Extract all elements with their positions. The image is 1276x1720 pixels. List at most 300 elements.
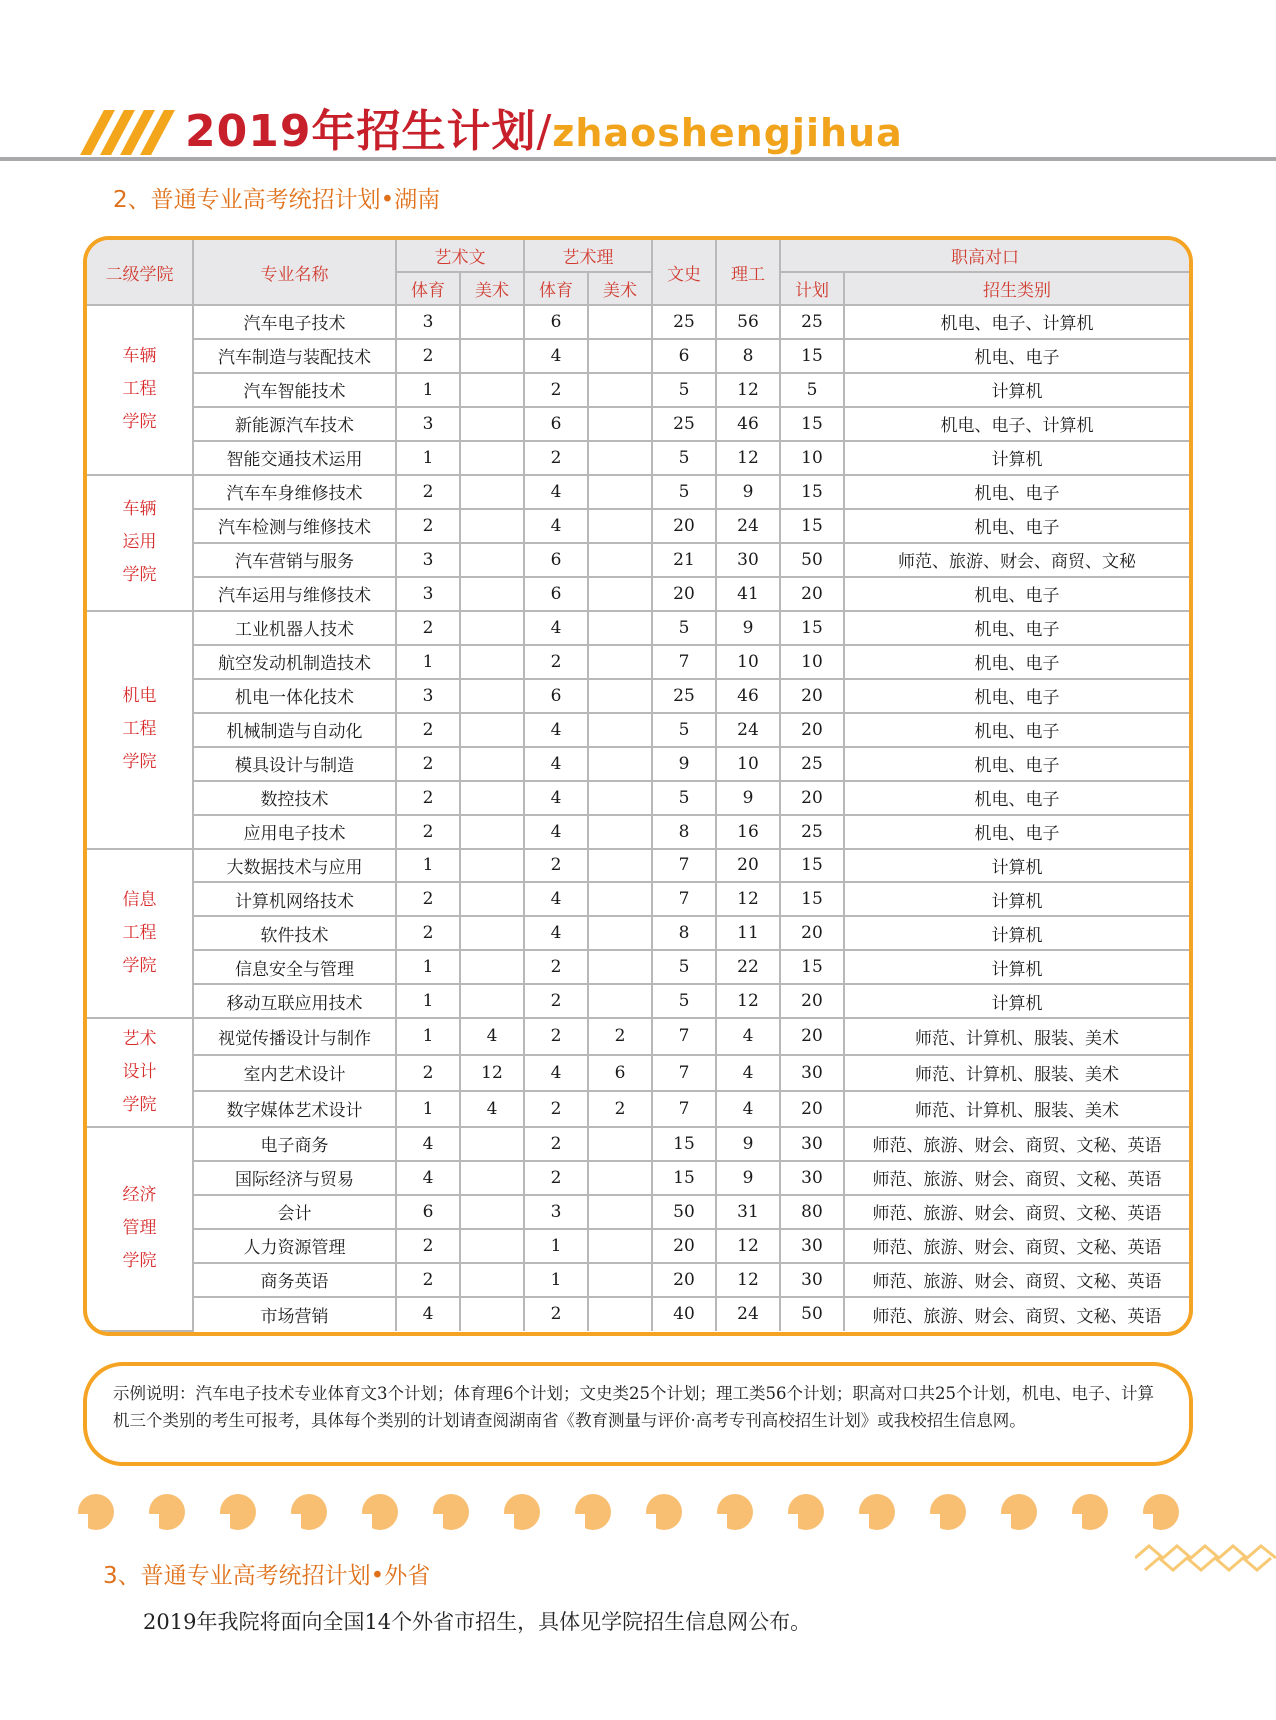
art-arts-pe: 2 — [396, 475, 460, 509]
vocational-category: 师范、计算机、服装、美术 — [844, 1055, 1189, 1091]
sci-count: 9 — [716, 1127, 780, 1161]
sci-count: 9 — [716, 1161, 780, 1195]
section-3-text: 2019年我院将面向全国14个外省市招生，具体见学院招生信息网公布。 — [143, 1610, 812, 1634]
vocational-plan: 15 — [780, 509, 844, 543]
vocational-category: 机电、电子 — [844, 747, 1189, 781]
major-name: 软件技术 — [193, 916, 396, 950]
art-arts-fine — [460, 1127, 524, 1161]
vocational-plan: 30 — [780, 1127, 844, 1161]
section-3-title: 3、普通专业高考统招计划•外省 — [103, 1563, 431, 1589]
art-sci-pe: 4 — [524, 747, 588, 781]
art-sci-fine — [588, 1263, 652, 1297]
vocational-category: 师范、旅游、财会、商贸、文秘、英语 — [844, 1127, 1189, 1161]
art-arts-pe: 1 — [396, 984, 460, 1018]
arts-count: 8 — [652, 916, 716, 950]
art-arts-fine — [460, 984, 524, 1018]
enrollment-table — [87, 240, 1189, 1332]
art-sci-pe: 4 — [524, 339, 588, 373]
art-arts-fine: 4 — [460, 1091, 524, 1127]
art-sci-fine — [588, 305, 652, 339]
enrollment-table-box — [83, 236, 1193, 1336]
art-arts-fine — [460, 781, 524, 815]
arts-count: 15 — [652, 1161, 716, 1195]
vocational-plan: 15 — [780, 882, 844, 916]
art-sci-fine — [588, 577, 652, 611]
sci-count: 46 — [716, 407, 780, 441]
art-arts-pe: 2 — [396, 611, 460, 645]
sci-count: 8 — [716, 339, 780, 373]
art-arts-pe: 2 — [396, 882, 460, 916]
art-sci-fine — [588, 1161, 652, 1195]
table-row — [87, 1127, 1189, 1161]
arts-count: 5 — [652, 475, 716, 509]
table-row — [87, 611, 1189, 645]
major-name: 智能交通技术运用 — [193, 441, 396, 475]
table-row — [87, 950, 1189, 984]
art-sci-pe: 6 — [524, 577, 588, 611]
vocational-plan: 20 — [780, 781, 844, 815]
table-row — [87, 679, 1189, 713]
vocational-plan: 20 — [780, 1091, 844, 1127]
table-body — [87, 305, 1189, 1331]
college-name: 车辆 工程 学院 — [87, 305, 193, 475]
art-arts-pe: 3 — [396, 305, 460, 339]
art-sci-fine — [588, 781, 652, 815]
art-arts-fine — [460, 577, 524, 611]
art-arts-pe: 1 — [396, 1091, 460, 1127]
dot-decoration — [78, 1494, 114, 1530]
page-header — [0, 95, 1276, 170]
art-arts-fine — [460, 679, 524, 713]
art-arts-pe: 2 — [396, 339, 460, 373]
art-arts-pe: 2 — [396, 916, 460, 950]
arts-count: 5 — [652, 373, 716, 407]
art-arts-fine — [460, 645, 524, 679]
art-arts-fine — [460, 882, 524, 916]
art-arts-fine — [460, 713, 524, 747]
art-arts-fine — [460, 849, 524, 883]
sci-count: 56 — [716, 305, 780, 339]
vocational-category: 计算机 — [844, 373, 1189, 407]
major-name: 机械制造与自动化 — [193, 713, 396, 747]
sci-count: 4 — [716, 1018, 780, 1054]
sci-count: 9 — [716, 475, 780, 509]
table-row — [87, 441, 1189, 475]
header-sci: 理工 — [716, 240, 780, 305]
vocational-plan: 15 — [780, 475, 844, 509]
vocational-plan: 20 — [780, 577, 844, 611]
sci-count: 12 — [716, 984, 780, 1018]
art-sci-fine — [588, 747, 652, 781]
header-vocational-plan: 计划 — [780, 272, 844, 305]
vocational-plan: 30 — [780, 1055, 844, 1091]
art-sci-fine: 2 — [588, 1091, 652, 1127]
vocational-plan: 15 — [780, 407, 844, 441]
vocational-plan: 15 — [780, 611, 844, 645]
major-name: 汽车运用与维修技术 — [193, 577, 396, 611]
vocational-category: 师范、旅游、财会、商贸、文秘、英语 — [844, 1297, 1189, 1331]
art-arts-fine — [460, 509, 524, 543]
header-rule — [0, 157, 1276, 161]
major-name: 商务英语 — [193, 1263, 396, 1297]
art-sci-pe: 4 — [524, 1055, 588, 1091]
sci-count: 24 — [716, 713, 780, 747]
arts-count: 20 — [652, 1263, 716, 1297]
page-title-cn: 2019年招生计划 — [185, 106, 537, 157]
art-arts-fine — [460, 1161, 524, 1195]
arts-count: 8 — [652, 815, 716, 849]
art-sci-pe: 2 — [524, 1091, 588, 1127]
dot-decoration — [930, 1494, 966, 1530]
dot-decoration — [1143, 1494, 1179, 1530]
sci-count: 9 — [716, 781, 780, 815]
dot-decoration — [433, 1494, 469, 1530]
art-sci-fine — [588, 1229, 652, 1263]
vocational-plan: 20 — [780, 1018, 844, 1054]
header-art-sci-pe: 体育 — [524, 272, 588, 305]
art-arts-fine — [460, 1229, 524, 1263]
vocational-category: 计算机 — [844, 984, 1189, 1018]
sci-count: 9 — [716, 611, 780, 645]
art-sci-pe: 6 — [524, 407, 588, 441]
vocational-category: 机电、电子 — [844, 679, 1189, 713]
table-row — [87, 339, 1189, 373]
art-arts-fine — [460, 1297, 524, 1331]
dots-decoration — [78, 1494, 1208, 1534]
arts-count: 7 — [652, 645, 716, 679]
table-row — [87, 305, 1189, 339]
arts-count: 5 — [652, 611, 716, 645]
art-arts-fine — [460, 1195, 524, 1229]
art-sci-fine — [588, 679, 652, 713]
art-sci-pe: 4 — [524, 611, 588, 645]
table-row — [87, 1161, 1189, 1195]
arts-count: 5 — [652, 950, 716, 984]
dot-decoration — [788, 1494, 824, 1530]
arts-count: 7 — [652, 882, 716, 916]
arts-count: 25 — [652, 679, 716, 713]
vocational-category: 机电、电子 — [844, 339, 1189, 373]
art-sci-pe: 6 — [524, 305, 588, 339]
vocational-category: 机电、电子 — [844, 645, 1189, 679]
vocational-plan: 10 — [780, 645, 844, 679]
major-name: 汽车电子技术 — [193, 305, 396, 339]
sci-count: 16 — [716, 815, 780, 849]
art-sci-fine — [588, 407, 652, 441]
college-name: 艺术 设计 学院 — [87, 1018, 193, 1127]
art-sci-pe: 4 — [524, 815, 588, 849]
art-sci-pe: 3 — [524, 1195, 588, 1229]
art-arts-pe: 2 — [396, 815, 460, 849]
art-sci-fine — [588, 475, 652, 509]
vocational-category: 机电、电子 — [844, 475, 1189, 509]
art-arts-pe: 2 — [396, 747, 460, 781]
header-vocational: 职高对口 — [780, 240, 1189, 272]
art-arts-pe: 2 — [396, 509, 460, 543]
major-name: 国际经济与贸易 — [193, 1161, 396, 1195]
major-name: 汽车智能技术 — [193, 373, 396, 407]
art-arts-pe: 2 — [396, 1263, 460, 1297]
major-name: 汽车营销与服务 — [193, 543, 396, 577]
sci-count: 20 — [716, 849, 780, 883]
art-sci-fine — [588, 611, 652, 645]
art-sci-fine — [588, 543, 652, 577]
header-college: 二级学院 — [87, 240, 193, 305]
dot-decoration — [1001, 1494, 1037, 1530]
college-name: 信息 工程 学院 — [87, 849, 193, 1019]
vocational-category: 计算机 — [844, 882, 1189, 916]
art-sci-pe: 6 — [524, 679, 588, 713]
table-row — [87, 475, 1189, 509]
vocational-plan: 20 — [780, 916, 844, 950]
vocational-plan: 30 — [780, 1161, 844, 1195]
title-slash: / — [536, 106, 553, 157]
vocational-category: 计算机 — [844, 441, 1189, 475]
art-arts-pe: 4 — [396, 1161, 460, 1195]
major-name: 数字媒体艺术设计 — [193, 1091, 396, 1127]
major-name: 移动互联应用技术 — [193, 984, 396, 1018]
vocational-plan: 30 — [780, 1263, 844, 1297]
major-name: 会计 — [193, 1195, 396, 1229]
dot-decoration — [149, 1494, 185, 1530]
header-arts: 文史 — [652, 240, 716, 305]
art-sci-pe: 4 — [524, 475, 588, 509]
major-name: 汽车制造与装配技术 — [193, 339, 396, 373]
art-arts-fine — [460, 475, 524, 509]
table-row — [87, 1263, 1189, 1297]
sci-count: 12 — [716, 882, 780, 916]
art-sci-fine — [588, 984, 652, 1018]
vocational-category: 机电、电子 — [844, 815, 1189, 849]
major-name: 大数据技术与应用 — [193, 849, 396, 883]
dot-decoration — [575, 1494, 611, 1530]
vocational-category: 师范、计算机、服装、美术 — [844, 1091, 1189, 1127]
art-sci-pe: 1 — [524, 1263, 588, 1297]
vocational-category: 师范、旅游、财会、商贸、文秘、英语 — [844, 1195, 1189, 1229]
art-sci-pe: 4 — [524, 882, 588, 916]
vocational-plan: 15 — [780, 849, 844, 883]
dot-decoration — [859, 1494, 895, 1530]
art-arts-pe: 3 — [396, 577, 460, 611]
sci-count: 11 — [716, 916, 780, 950]
vocational-plan: 10 — [780, 441, 844, 475]
vocational-category: 机电、电子、计算机 — [844, 305, 1189, 339]
art-sci-pe: 1 — [524, 1229, 588, 1263]
art-arts-fine — [460, 916, 524, 950]
stripes-decoration — [78, 110, 178, 155]
art-sci-pe: 2 — [524, 1127, 588, 1161]
sci-count: 4 — [716, 1091, 780, 1127]
vocational-plan: 5 — [780, 373, 844, 407]
art-sci-pe: 2 — [524, 950, 588, 984]
major-name: 工业机器人技术 — [193, 611, 396, 645]
header-art-arts-fine: 美术 — [460, 272, 524, 305]
art-sci-fine — [588, 950, 652, 984]
table-row — [87, 1195, 1189, 1229]
art-arts-pe: 1 — [396, 373, 460, 407]
table-row — [87, 849, 1189, 883]
arts-count: 20 — [652, 577, 716, 611]
art-arts-pe: 6 — [396, 1195, 460, 1229]
arts-count: 7 — [652, 1091, 716, 1127]
table-row — [87, 645, 1189, 679]
art-sci-fine: 2 — [588, 1018, 652, 1054]
art-sci-fine — [588, 1127, 652, 1161]
vocational-plan: 25 — [780, 815, 844, 849]
college-name: 机电 工程 学院 — [87, 611, 193, 849]
art-arts-fine — [460, 543, 524, 577]
major-name: 模具设计与制造 — [193, 747, 396, 781]
major-name: 汽车检测与维修技术 — [193, 509, 396, 543]
arts-count: 5 — [652, 441, 716, 475]
art-arts-pe: 2 — [396, 1229, 460, 1263]
art-sci-pe: 2 — [524, 373, 588, 407]
art-arts-pe: 2 — [396, 713, 460, 747]
major-name: 汽车车身维修技术 — [193, 475, 396, 509]
sci-count: 30 — [716, 543, 780, 577]
vocational-category: 计算机 — [844, 849, 1189, 883]
college-name: 经济 管理 学院 — [87, 1127, 193, 1331]
table-row — [87, 815, 1189, 849]
arts-count: 7 — [652, 849, 716, 883]
major-name: 航空发动机制造技术 — [193, 645, 396, 679]
sci-count: 10 — [716, 747, 780, 781]
table-row — [87, 1018, 1189, 1054]
art-sci-fine — [588, 1195, 652, 1229]
table-row — [87, 1055, 1189, 1091]
art-sci-pe: 2 — [524, 1018, 588, 1054]
art-arts-fine — [460, 373, 524, 407]
major-name: 机电一体化技术 — [193, 679, 396, 713]
sci-count: 10 — [716, 645, 780, 679]
art-sci-pe: 2 — [524, 849, 588, 883]
art-arts-pe: 1 — [396, 849, 460, 883]
arts-count: 6 — [652, 339, 716, 373]
table-row — [87, 1229, 1189, 1263]
vocational-plan: 15 — [780, 339, 844, 373]
table-row — [87, 916, 1189, 950]
art-arts-pe: 1 — [396, 950, 460, 984]
art-arts-fine — [460, 305, 524, 339]
art-arts-pe: 2 — [396, 1055, 460, 1091]
arts-count: 50 — [652, 1195, 716, 1229]
dot-decoration — [717, 1494, 753, 1530]
art-sci-fine: 6 — [588, 1055, 652, 1091]
vocational-plan: 20 — [780, 713, 844, 747]
arts-count: 15 — [652, 1127, 716, 1161]
major-name: 计算机网络技术 — [193, 882, 396, 916]
art-sci-fine — [588, 441, 652, 475]
header-major: 专业名称 — [193, 240, 396, 305]
art-arts-fine — [460, 407, 524, 441]
dot-decoration — [1072, 1494, 1108, 1530]
art-sci-fine — [588, 882, 652, 916]
sci-count: 12 — [716, 1263, 780, 1297]
vocational-plan: 25 — [780, 305, 844, 339]
art-arts-fine — [460, 1263, 524, 1297]
art-arts-fine: 4 — [460, 1018, 524, 1054]
dot-decoration — [362, 1494, 398, 1530]
major-name: 数控技术 — [193, 781, 396, 815]
table-row — [87, 1091, 1189, 1127]
art-arts-fine — [460, 815, 524, 849]
vocational-category: 师范、旅游、财会、商贸、文秘 — [844, 543, 1189, 577]
art-sci-pe: 2 — [524, 645, 588, 679]
vocational-category: 机电、电子 — [844, 713, 1189, 747]
vocational-category: 计算机 — [844, 916, 1189, 950]
arts-count: 20 — [652, 1229, 716, 1263]
major-name: 室内艺术设计 — [193, 1055, 396, 1091]
arts-count: 21 — [652, 543, 716, 577]
art-arts-pe: 1 — [396, 1018, 460, 1054]
vocational-plan: 15 — [780, 950, 844, 984]
table-row — [87, 882, 1189, 916]
page-title-en: zhaoshengjihua — [552, 111, 903, 155]
vocational-category: 师范、旅游、财会、商贸、文秘、英语 — [844, 1229, 1189, 1263]
sci-count: 41 — [716, 577, 780, 611]
art-sci-pe: 2 — [524, 1161, 588, 1195]
table-row — [87, 747, 1189, 781]
vocational-category: 师范、旅游、财会、商贸、文秘、英语 — [844, 1161, 1189, 1195]
table-row — [87, 373, 1189, 407]
major-name: 市场营销 — [193, 1297, 396, 1331]
major-name: 新能源汽车技术 — [193, 407, 396, 441]
vocational-category: 师范、旅游、财会、商贸、文秘、英语 — [844, 1263, 1189, 1297]
table-row — [87, 781, 1189, 815]
major-name: 人力资源管理 — [193, 1229, 396, 1263]
dot-decoration — [291, 1494, 327, 1530]
art-sci-fine — [588, 339, 652, 373]
vocational-plan: 80 — [780, 1195, 844, 1229]
sci-count: 24 — [716, 509, 780, 543]
art-sci-pe: 4 — [524, 509, 588, 543]
art-arts-pe: 3 — [396, 407, 460, 441]
vocational-category: 机电、电子 — [844, 781, 1189, 815]
art-sci-fine — [588, 1297, 652, 1331]
header-vocational-category: 招生类别 — [844, 272, 1189, 305]
sci-count: 12 — [716, 373, 780, 407]
art-sci-fine — [588, 645, 652, 679]
vocational-plan: 30 — [780, 1229, 844, 1263]
table-row — [87, 713, 1189, 747]
art-arts-pe: 1 — [396, 645, 460, 679]
art-arts-fine: 12 — [460, 1055, 524, 1091]
arts-count: 40 — [652, 1297, 716, 1331]
page-title — [185, 95, 903, 159]
dot-decoration — [646, 1494, 682, 1530]
art-sci-pe: 2 — [524, 1297, 588, 1331]
arts-count: 25 — [652, 407, 716, 441]
art-sci-fine — [588, 849, 652, 883]
arts-count: 5 — [652, 781, 716, 815]
zigzag-decoration — [1135, 1538, 1276, 1578]
major-name: 电子商务 — [193, 1127, 396, 1161]
art-sci-fine — [588, 509, 652, 543]
dot-decoration — [504, 1494, 540, 1530]
vocational-category: 计算机 — [844, 950, 1189, 984]
major-name: 视觉传播设计与制作 — [193, 1018, 396, 1054]
vocational-category: 机电、电子、计算机 — [844, 407, 1189, 441]
art-arts-pe: 4 — [396, 1297, 460, 1331]
art-arts-pe: 3 — [396, 679, 460, 713]
art-sci-pe: 4 — [524, 781, 588, 815]
art-sci-fine — [588, 713, 652, 747]
art-arts-fine — [460, 441, 524, 475]
art-arts-fine — [460, 747, 524, 781]
dot-decoration — [220, 1494, 256, 1530]
art-sci-pe: 6 — [524, 543, 588, 577]
art-arts-pe: 4 — [396, 1127, 460, 1161]
